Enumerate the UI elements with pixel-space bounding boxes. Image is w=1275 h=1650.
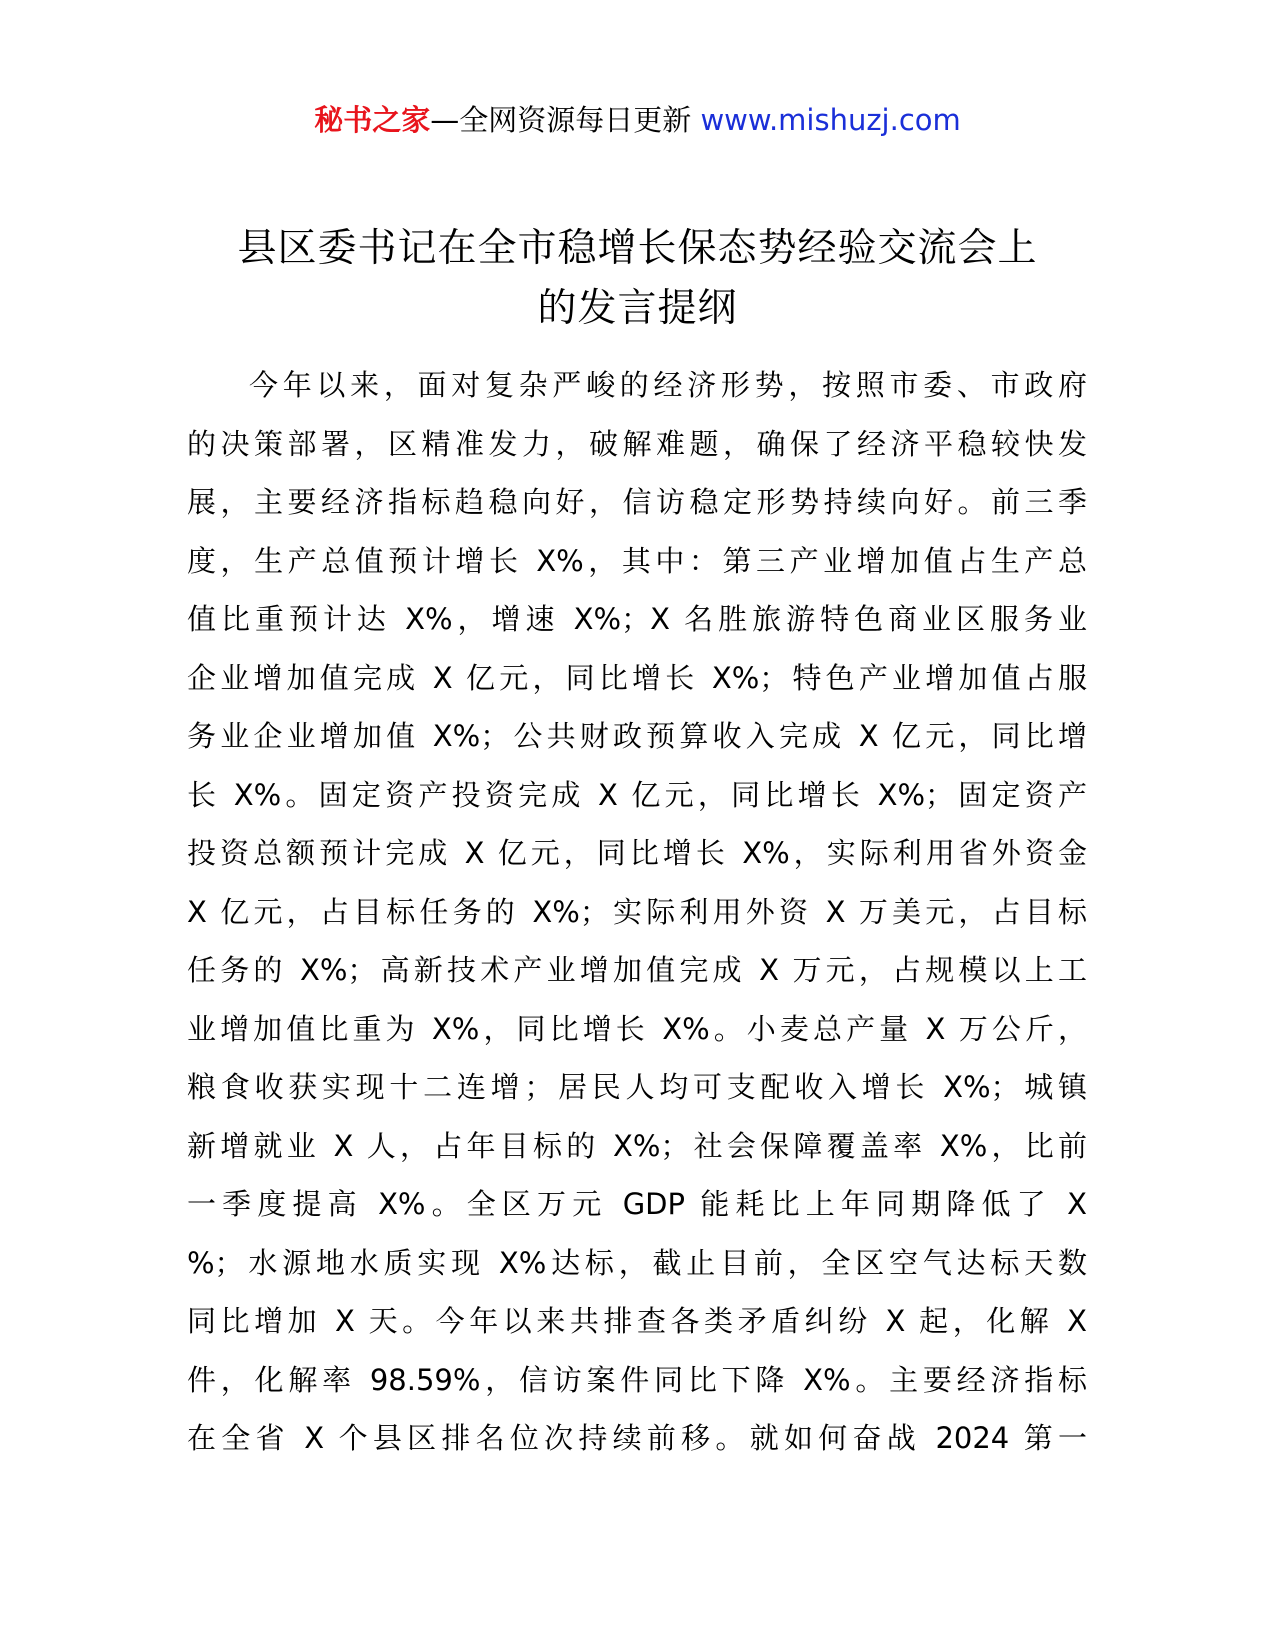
body-line: 投资总额预计完成 X 亿元，同比增长 X%，实际利用省外资金	[187, 836, 1087, 870]
body-line: %；水源地水质实现 X%达标，截止目前，全区空气达标天数	[187, 1245, 1087, 1280]
body-line: 长 X%。固定资产投资完成 X 亿元，同比增长 X%；固定资产	[187, 777, 1087, 812]
body-paragraph	[187, 356, 1087, 1468]
header-tagline: —全网资源每日更新	[430, 103, 692, 137]
body-line: 今年以来，面对复杂严峻的经济形势，按照市委、市政府	[249, 368, 1087, 402]
body-line: 度，生产总值预计增长 X%，其中：第三产业增加值占生产总	[187, 543, 1087, 578]
body-line: X 亿元，占目标任务的 X%；实际利用外资 X 万美元，占目标	[187, 894, 1087, 929]
body-line: 任务的 X%；高新技术产业增加值完成 X 万元，占规模以上工	[187, 953, 1087, 987]
body-line: 件，化解率 98.59%，信访案件同比下降 X%。主要经济指标	[187, 1362, 1087, 1397]
body-line: 业增加值比重为 X%，同比增长 X%。小麦总产量 X 万公斤，	[187, 1011, 1087, 1046]
brand-name: 秘书之家	[314, 103, 431, 137]
body-line: 在全省 X 个县区排名位次持续前移。就如何奋战 2024 第一	[187, 1421, 1087, 1455]
body-line: 企业增加值完成 X 亿元，同比增长 X%；特色产业增加值占服	[187, 660, 1087, 695]
body-line: 粮食收获实现十二连增；居民人均可支配收入增长 X%；城镇	[187, 1070, 1087, 1104]
body-line: 的决策部署，区精准发力，破解难题，确保了经济平稳较快发	[187, 426, 1087, 461]
body-line: 同比增加 X 天。今年以来共排查各类矛盾纠纷 X 起，化解 X	[187, 1304, 1087, 1338]
site-url-link[interactable]: www.mishuzj.com	[700, 103, 961, 137]
body-line: 务业企业增加值 X%；公共财政预算收入完成 X 亿元，同比增	[187, 719, 1087, 753]
title-line: 的发言提纲	[537, 286, 738, 331]
site-header	[0, 100, 1275, 140]
body-line: 一季度提高 X%。全区万元 GDP 能耗比上年同期降低了 X	[187, 1187, 1087, 1221]
document-title	[150, 219, 1125, 339]
body-line: 新增就业 X 人，占年目标的 X%；社会保障覆盖率 X%，比前	[187, 1128, 1087, 1163]
body-line: 值比重预计达 X%，增速 X%；X 名胜旅游特色商业区服务业	[187, 602, 1087, 636]
body-line: 展，主要经济指标趋稳向好，信访稳定形势持续向好。前三季	[187, 485, 1087, 519]
title-line: 县区委书记在全市稳增长保态势经验交流会上	[237, 226, 1038, 271]
